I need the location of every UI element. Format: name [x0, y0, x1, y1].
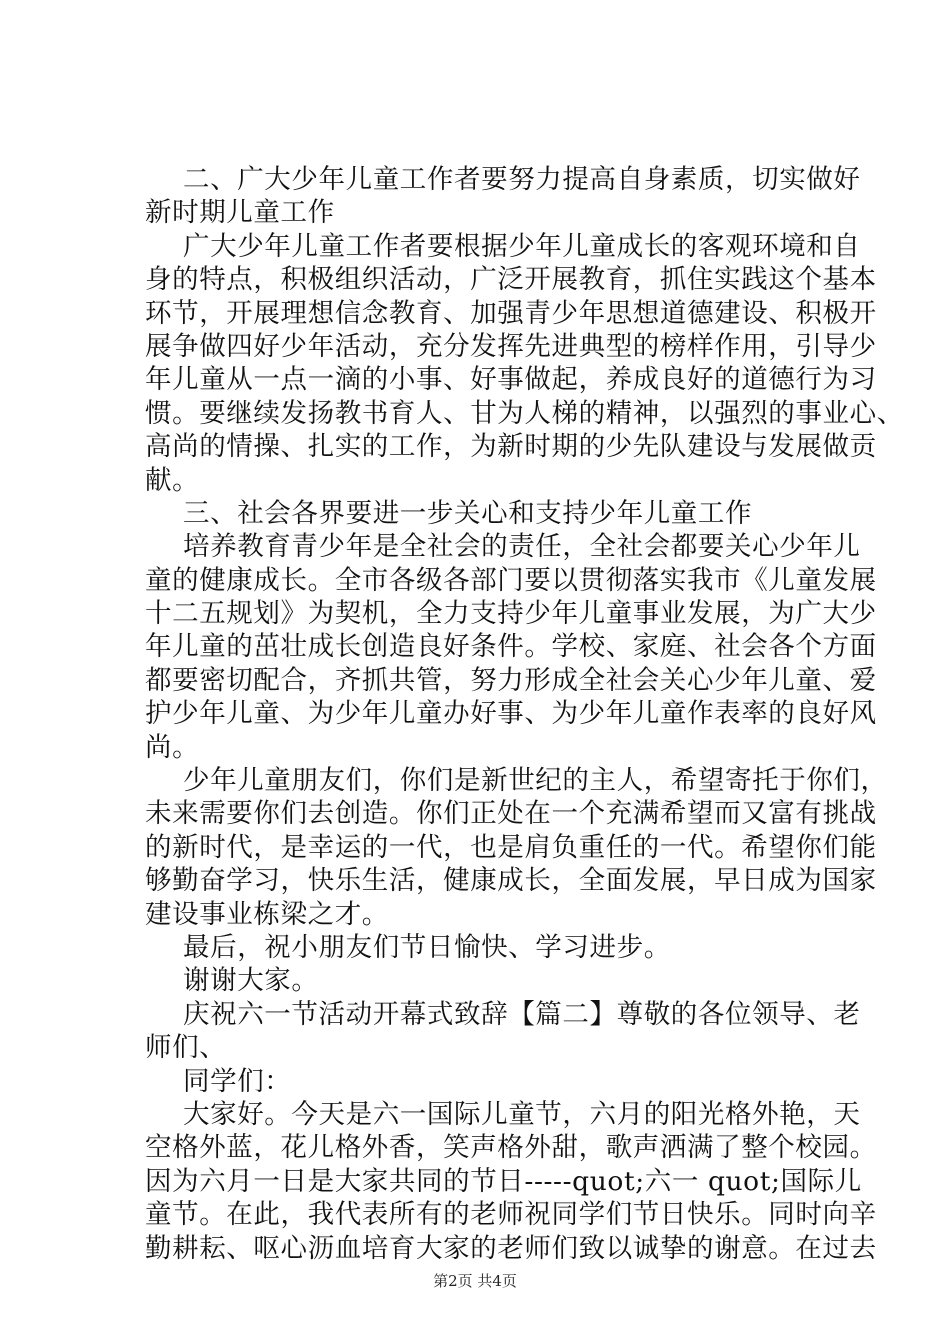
paragraph-line: 都要密切配合，齐抓共管，努力形成全社会关心少年儿童、爱 [145, 664, 877, 696]
paragraph-line: 勤耕耘、呕心沥血培育大家的老师们致以诚挚的谢意。在过去 [145, 1232, 877, 1264]
paragraph-line: 身的特点，积极组织活动，广泛开展教育，抓住实践这个基本 [145, 264, 877, 296]
paragraph-line: 的新时代，是幸运的一代，也是肩负重任的一代。希望你们能 [145, 831, 877, 863]
paragraph-line: 十二五规划》为契机，全力支持少年儿童事业发展，为广大少 [145, 598, 877, 630]
paragraph-line: 展争做四好少年活动，充分发挥先进典型的榜样作用，引导少 [145, 330, 877, 362]
paragraph-line: 未来需要你们去创造。你们正处在一个充满希望而又富有挑战 [145, 798, 877, 830]
paragraph-line: 空格外蓝，花儿格外香，笑声格外甜，歌声洒满了整个校园。 [145, 1132, 877, 1164]
paragraph-line: 尚。 [145, 731, 200, 763]
paragraph-line: 同学们： [183, 1065, 292, 1097]
paragraph-line: 建设事业栋梁之才。 [145, 898, 389, 930]
paragraph-line: 因为六月一日是大家共同的节日-----quot;六一 quot;国际儿 [145, 1165, 862, 1197]
page-footer: 第2页 共4页 [433, 1272, 517, 1290]
paragraph-line: 高尚的情操、扎实的工作，为新时期的少先队建设与发展做贡 [145, 431, 877, 463]
paragraph-line: 童节。在此，我代表所有的老师祝同学们节日快乐。同时向辛 [145, 1199, 877, 1231]
paragraph-line: 环节，开展理想信念教育、加强青少年思想道德建设、积极开 [145, 297, 877, 329]
paragraph-line: 培养教育青少年是全社会的责任，全社会都要关心少年儿 [183, 531, 861, 563]
paragraph-line: 够勤奋学习，快乐生活，健康成长，全面发展，早日成为国家 [145, 865, 877, 897]
document-body [145, 163, 904, 1265]
paragraph-line: 新时期儿童工作 [145, 197, 335, 229]
paragraph-line: 护少年儿童、为少年儿童办好事、为少年儿童作表率的良好风 [145, 698, 877, 730]
paragraph-line: 少年儿童朋友们，你们是新世纪的主人，希望寄托于你们， [183, 765, 888, 797]
paragraph-line: 年儿童的茁壮成长创造良好条件。学校、家庭、社会各个方面 [145, 631, 877, 663]
paragraph-line: 童的健康成长。全市各级各部门要以贯彻落实我市《儿童发展 [145, 564, 877, 596]
paragraph-line: 年儿童从一点一滴的小事、好事做起，养成良好的道德行为习 [145, 364, 877, 396]
paragraph-line: 谢谢大家。 [183, 965, 319, 997]
paragraph-line: 最后，祝小朋友们节日愉快、学习进步。 [183, 931, 671, 963]
paragraph-line: 惯。要继续发扬教书育人、甘为人梯的精神，以强烈的事业心、 [145, 397, 904, 429]
paragraph-line: 庆祝六一节活动开幕式致辞【篇二】尊敬的各位领导、老 [183, 998, 861, 1030]
section-heading: 三、社会各界要进一步关心和支持少年儿童工作 [183, 497, 753, 529]
section-heading: 二、广大少年儿童工作者要努力提高自身素质，切实做好 [183, 164, 861, 195]
paragraph-line: 广大少年儿童工作者要根据少年儿童成长的客观环境和自 [183, 230, 861, 262]
paragraph-line: 大家好。今天是六一国际儿童节，六月的阳光格外艳，天 [183, 1098, 861, 1130]
paragraph-line: 献。 [145, 464, 200, 496]
paragraph-line: 师们、 [145, 1032, 227, 1064]
